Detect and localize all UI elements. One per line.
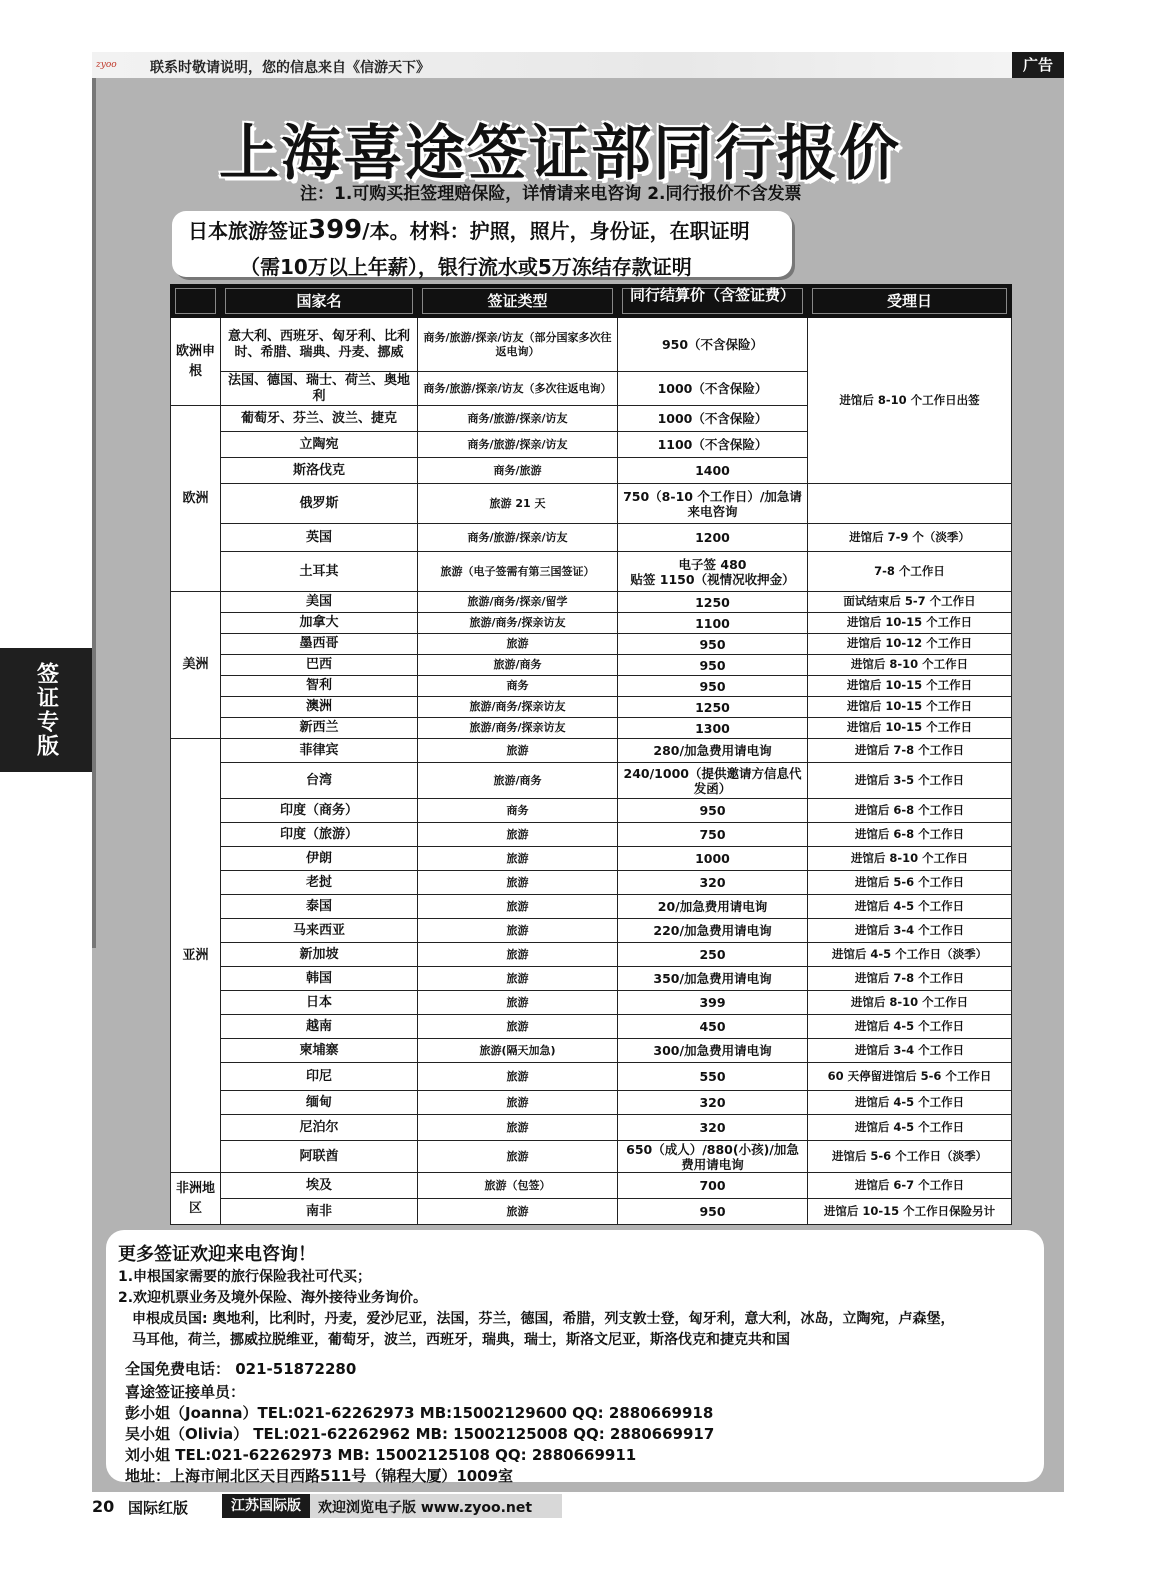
- price-sticker: 贴签 1150（视情况收押金）: [630, 571, 795, 587]
- japan-visa-line1: [188, 215, 750, 245]
- country: 意大利、西班牙、匈牙利、比利时、希腊、瑞典、丹麦、挪威: [221, 318, 418, 372]
- table-row: [171, 871, 1012, 895]
- region-americas: 美洲: [171, 592, 221, 739]
- contact-note: 联系时敬请说明，您的信息来自《信游天下》: [150, 60, 430, 76]
- visa-price-table: [170, 284, 1012, 1225]
- table-row: [171, 763, 1012, 799]
- price: 350/加急费用请电询: [618, 967, 808, 991]
- country: 南非: [221, 1199, 418, 1225]
- country: 斯洛伐克: [221, 458, 418, 484]
- side-tab: [0, 648, 92, 772]
- staff-contact: 吴小姐（Olivia） TEL:021-62262962 MB: 15002125008 QQ: 2880669917: [125, 1425, 715, 1443]
- region-schengen: 欧洲申根: [171, 318, 221, 406]
- japan-line1-rest: /本。材料：护照，照片，身份证，在职证明: [362, 219, 750, 243]
- region-africa: 非洲地区: [171, 1173, 221, 1225]
- region-asia: 亚洲: [171, 739, 221, 1173]
- price: 650（成人）/880(小孩)/加急费用请电询: [618, 1141, 808, 1173]
- japan-price: 399: [308, 215, 363, 245]
- country: 缅甸: [221, 1091, 418, 1115]
- table-row: [171, 484, 1012, 524]
- visa-type: 旅游: [418, 895, 618, 919]
- visa-type: 商务/旅游/探亲/访友: [418, 432, 618, 458]
- table-row: [171, 1141, 1012, 1173]
- staff-title: 喜途签证接单员：: [125, 1383, 246, 1401]
- country: 智利: [221, 676, 418, 697]
- region-europe: 欧洲: [171, 406, 221, 592]
- visa-type: 旅游/商务/探亲/留学: [418, 592, 618, 613]
- country: 加拿大: [221, 613, 418, 634]
- price: 300/加急费用请电询: [618, 1039, 808, 1063]
- processing-days: 进馆后 5-6 个工作日（淡季）: [808, 1141, 1012, 1173]
- country: 法国、德国、瑞士、荷兰、奥地利: [221, 372, 418, 406]
- processing-days: 进馆后 7-8 个工作日: [808, 739, 1012, 763]
- visa-type: 旅游: [418, 1015, 618, 1039]
- visa-type: 旅游: [418, 967, 618, 991]
- visa-type: 旅游/商务: [418, 763, 618, 799]
- price: 1100: [618, 613, 808, 634]
- processing-days: 进馆后 4-5 个工作日: [808, 1015, 1012, 1039]
- visa-type: 商务/旅游/探亲/访友: [418, 524, 618, 552]
- country: 美国: [221, 592, 418, 613]
- country: 越南: [221, 1015, 418, 1039]
- side-tab-label: 签证专版: [33, 662, 59, 758]
- processing-days: 进馆后 10-15 个工作日: [808, 676, 1012, 697]
- price: 250: [618, 943, 808, 967]
- table-row: [171, 1115, 1012, 1141]
- price: 1000（不含保险）: [618, 406, 808, 432]
- processing-days: 进馆后 6-8 个工作日: [808, 799, 1012, 823]
- price: 700: [618, 1173, 808, 1199]
- processing-days: 进馆后 4-5 个工作日: [808, 1115, 1012, 1141]
- processing-days: 进馆后 3-4 个工作日: [808, 1039, 1012, 1063]
- processing-days: 进馆后 6-8 个工作日: [808, 823, 1012, 847]
- visa-type: 旅游: [418, 1063, 618, 1091]
- header-visa-type: 签证类型: [418, 285, 618, 318]
- processing-days: 60 天停留进馆后 5-6 个工作日: [808, 1063, 1012, 1091]
- country: 立陶宛: [221, 432, 418, 458]
- table-row: [171, 919, 1012, 943]
- header-country: 国家名: [221, 285, 418, 318]
- table-row: [171, 847, 1012, 871]
- schengen-members-cont: 马耳他，荷兰，挪威拉脱维亚，葡萄牙，波兰，西班牙，瑞典，瑞士，斯洛文尼亚，斯洛伐克和捷克共和国: [132, 1332, 790, 1348]
- processing-days: 进馆后 10-15 个工作日: [808, 718, 1012, 739]
- price: 550: [618, 1063, 808, 1091]
- schengen-members: 申根成员国: 奥地利，比利时，丹麦，爱沙尼亚，法国，芬兰，德国，希腊，列支敦士登，匈牙利，意大利，冰岛，立陶宛，卢森堡，: [132, 1311, 955, 1327]
- visa-type: 旅游（电子签需有第三国签证）: [418, 552, 618, 592]
- price: 280/加急费用请电询: [618, 739, 808, 763]
- price: 1250: [618, 697, 808, 718]
- country: 泰国: [221, 895, 418, 919]
- table-row: [171, 943, 1012, 967]
- country: 英国: [221, 524, 418, 552]
- staff-contact: 彭小姐（Joanna）TEL:021-62262973 MB:15002129600 QQ: 2880669918: [125, 1404, 714, 1422]
- processing-days: 进馆后 3-5 个工作日: [808, 763, 1012, 799]
- price: 320: [618, 1115, 808, 1141]
- price: 750: [618, 823, 808, 847]
- ad-label: 广告: [1012, 52, 1064, 78]
- visa-type: 商务/旅游/探亲/访友（部分国家多次往返电询）: [418, 318, 618, 372]
- edition-badge: 江苏国际版: [222, 1494, 310, 1518]
- table-row: [171, 991, 1012, 1015]
- table-row: [171, 697, 1012, 718]
- visa-type: 旅游: [418, 739, 618, 763]
- processing-days: 进馆后 8-10 个工作日: [808, 847, 1012, 871]
- price: 950: [618, 1199, 808, 1225]
- table-row: [171, 895, 1012, 919]
- visa-type: 旅游/商务/探亲访友: [418, 697, 618, 718]
- visa-type: 旅游/商务/探亲访友: [418, 718, 618, 739]
- country: 印尼: [221, 1063, 418, 1091]
- price: 950: [618, 655, 808, 676]
- visa-type: 旅游/商务/探亲访友: [418, 613, 618, 634]
- visa-type: 旅游: [418, 919, 618, 943]
- price: 1250: [618, 592, 808, 613]
- header-blank: [171, 285, 221, 318]
- header-processing: 受理日: [808, 285, 1012, 318]
- visa-type: 商务/旅游: [418, 458, 618, 484]
- visa-type: 旅游: [418, 991, 618, 1015]
- country: 巴西: [221, 655, 418, 676]
- address: 地址：上海市闸北区天目西路511号（锦程大厦）1009室: [125, 1467, 514, 1485]
- visa-type: 旅游: [418, 871, 618, 895]
- table-row: [171, 739, 1012, 763]
- country: 新西兰: [221, 718, 418, 739]
- price: 750（8-10 个工作日）/加急请来电咨询: [618, 484, 808, 524]
- visa-type: 旅游(隔天加急): [418, 1039, 618, 1063]
- country: 日本: [221, 991, 418, 1015]
- visa-type: 商务/旅游/探亲/访友: [418, 406, 618, 432]
- visa-type: 旅游: [418, 1091, 618, 1115]
- country: 土耳其: [221, 552, 418, 592]
- price: 950: [618, 799, 808, 823]
- table-row: [171, 613, 1012, 634]
- country: 印度（旅游）: [221, 823, 418, 847]
- processing-days: [808, 484, 1012, 524]
- price: 320: [618, 1091, 808, 1115]
- table-row: [171, 823, 1012, 847]
- table-row: [171, 552, 1012, 592]
- page-title: 上海喜途签证部同行报价: [219, 119, 901, 189]
- price: 1000（不含保险）: [618, 372, 808, 406]
- processing-days: 进馆后 3-4 个工作日: [808, 919, 1012, 943]
- processing-days: 进馆后 4-5 个工作日: [808, 895, 1012, 919]
- country: 柬埔寨: [221, 1039, 418, 1063]
- price: 320: [618, 871, 808, 895]
- visa-type: 旅游: [418, 1115, 618, 1141]
- staff-contact: 刘小姐 TEL:021-62262973 MB: 15002125108 QQ: 2880669911: [125, 1446, 637, 1464]
- processing-days: 7-8 个工作日: [808, 552, 1012, 592]
- table-row: [171, 655, 1012, 676]
- visa-type: 旅游: [418, 847, 618, 871]
- processing-days: 进馆后 7-8 个工作日: [808, 967, 1012, 991]
- processing-days: 面试结束后 5-7 个工作日: [808, 592, 1012, 613]
- table-row: [171, 1039, 1012, 1063]
- country: 印度（商务）: [221, 799, 418, 823]
- table-row: [171, 1199, 1012, 1225]
- table-row: [171, 718, 1012, 739]
- visa-type: 旅游: [418, 823, 618, 847]
- price: 399: [618, 991, 808, 1015]
- country: 老挝: [221, 871, 418, 895]
- country: 阿联酋: [221, 1141, 418, 1173]
- price: 950: [618, 676, 808, 697]
- country: 葡萄牙、芬兰、波兰、捷克: [221, 406, 418, 432]
- processing-days: 进馆后 6-7 个工作日: [808, 1173, 1012, 1199]
- price: 1300: [618, 718, 808, 739]
- price: 950: [618, 634, 808, 655]
- website-link[interactable]: 欢迎浏览电子版 www.zyoo.net: [318, 1500, 533, 1516]
- table-row: [171, 1015, 1012, 1039]
- processing-days: 进馆后 7-9 个（淡季）: [808, 524, 1012, 552]
- processing-days: 进馆后 10-15 个工作日保险另计: [808, 1199, 1012, 1225]
- table-row: [171, 592, 1012, 613]
- processing-days: 进馆后 10-12 个工作日: [808, 634, 1012, 655]
- processing-days: 进馆后 8-10 个工作日: [808, 655, 1012, 676]
- processing-days: 进馆后 10-15 个工作日: [808, 613, 1012, 634]
- table-row: [171, 967, 1012, 991]
- header-price: 同行结算价（含签证费）: [618, 285, 808, 318]
- visa-type: 旅游: [418, 1141, 618, 1173]
- edition-label: 国际红版: [128, 1499, 189, 1517]
- processing-days: 进馆后 4-5 个工作日: [808, 1091, 1012, 1115]
- country: 澳洲: [221, 697, 418, 718]
- visa-type: 商务/旅游/探亲/访友（多次往返电询）: [418, 372, 618, 406]
- table-row: [171, 1173, 1012, 1199]
- country: 俄罗斯: [221, 484, 418, 524]
- country: 埃及: [221, 1173, 418, 1199]
- country: 马来西亚: [221, 919, 418, 943]
- visa-type: 旅游: [418, 634, 618, 655]
- info-line1: 1.申根国家需要的旅行保险我社可代买；: [118, 1269, 372, 1285]
- visa-type: 商务: [418, 799, 618, 823]
- price: 240/1000（提供邀请方信息代发函）: [618, 763, 808, 799]
- price: 450: [618, 1015, 808, 1039]
- processing-days: 进馆后 8-10 个工作日: [808, 991, 1012, 1015]
- processing-days: 进馆后 5-6 个工作日: [808, 871, 1012, 895]
- price: 1400: [618, 458, 808, 484]
- processing-days: 进馆后 8-10 个工作日出签: [808, 318, 1012, 484]
- japan-prefix: 日本旅游签证: [188, 219, 308, 243]
- price: 950（不含保险）: [618, 318, 808, 372]
- table-row: [171, 524, 1012, 552]
- processing-days: 进馆后 10-15 个工作日: [808, 697, 1012, 718]
- visa-type: 旅游: [418, 943, 618, 967]
- table-row: [171, 1091, 1012, 1115]
- table-row: [171, 676, 1012, 697]
- table-row: [171, 318, 1012, 372]
- table-row: [171, 634, 1012, 655]
- price: 1100（不含保险）: [618, 432, 808, 458]
- visa-type: 旅游/商务: [418, 655, 618, 676]
- price-esign: 电子签 480: [678, 556, 747, 572]
- country: 韩国: [221, 967, 418, 991]
- price: 20/加急费用请电询: [618, 895, 808, 919]
- info-line2: 2.欢迎机票业务及境外保险、海外接待业务询价。: [118, 1290, 428, 1306]
- info-title: 更多签证欢迎来电咨询！: [118, 1244, 316, 1265]
- table-header: [171, 285, 1012, 318]
- country: 菲律宾: [221, 739, 418, 763]
- price: 220/加急费用请电询: [618, 919, 808, 943]
- hotline: 全国免费电话： 021-51872280: [125, 1360, 357, 1378]
- country: 伊朗: [221, 847, 418, 871]
- country: 台湾: [221, 763, 418, 799]
- processing-days: 进馆后 4-5 个工作日（淡季）: [808, 943, 1012, 967]
- visa-type: 旅游 21 天: [418, 484, 618, 524]
- price: 1200: [618, 524, 808, 552]
- price: [618, 552, 808, 592]
- price: 1000: [618, 847, 808, 871]
- note: 注：1.可购买拒签理赔保险，详情请来电咨询 2.同行报价不含发票: [300, 184, 802, 204]
- panel-divider: [92, 78, 96, 948]
- japan-visa-line2: （需10万以上年薪），银行流水或5万冻结存款证明: [240, 255, 692, 279]
- visa-type: 旅游: [418, 1199, 618, 1225]
- country: 尼泊尔: [221, 1115, 418, 1141]
- country: 墨西哥: [221, 634, 418, 655]
- visa-type: 旅游（包签）: [418, 1173, 618, 1199]
- visa-type: 商务: [418, 676, 618, 697]
- table-row: [171, 799, 1012, 823]
- page-number: 20: [92, 1497, 115, 1516]
- country: 新加坡: [221, 943, 418, 967]
- logo: zyoo: [96, 60, 117, 70]
- table-row: [171, 1063, 1012, 1091]
